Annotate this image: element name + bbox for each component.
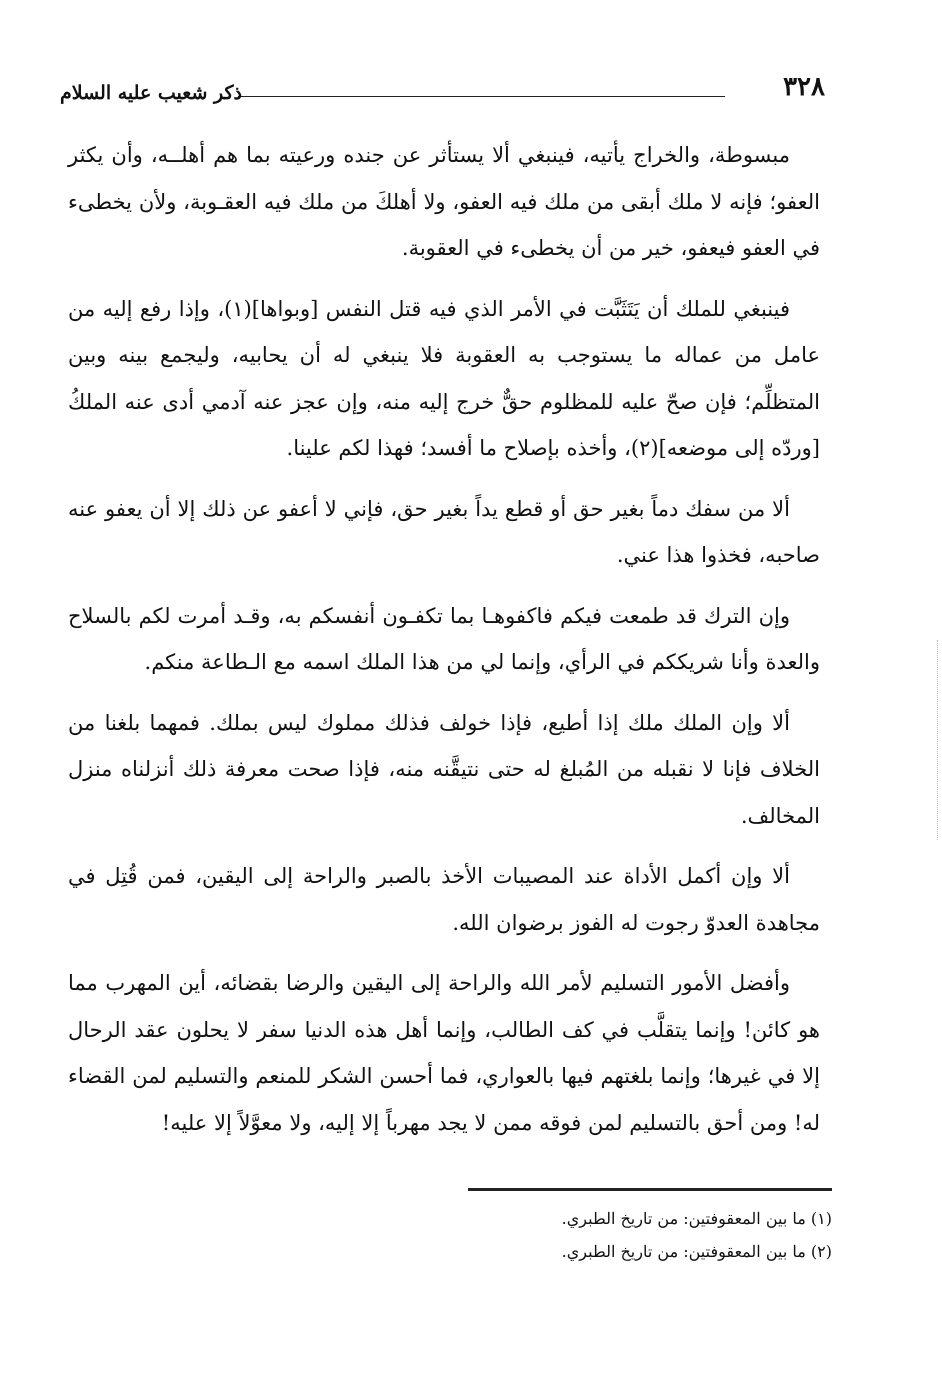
- page-header: [60, 70, 825, 110]
- footnote: (١) ما بين المعقوفتين: من تاريخ الطبري.: [561, 1209, 832, 1228]
- paragraph: مبسوطة، والخراج يأتيه، فينبغي ألا يستأثر عن جنده ورعيته بما هم أهلــه، وأن يكثر العفو؛ فإنه لا ملك أبقى من ملك فيه العفو، ولا أهلكَ من ملك فيه العقـوبة، ولأن يخطىء في العفو فيعفو، خير من أن يخطىء في العقوبة.: [68, 143, 820, 260]
- header-rule: [238, 96, 725, 97]
- body-text: [68, 132, 820, 1160]
- page-number: ٣٢٨: [783, 72, 825, 102]
- scan-edge-mark: [935, 640, 938, 840]
- paragraph: ألا وإن أكمل الأداة عند المصيبات الأخذ بالصبر والراحة إلى اليقين، فمن قُتِل في مجاهدة العدوّ رجوت له الفوز برضوان الله.: [68, 864, 820, 935]
- paragraph: وإن الترك قد طمعت فيكم فاكفوهـا بما تكفـون أنفسكم به، وقـد أمرت لكم بالسلاح والعدة وأنا شريككم في الرأي، وإنما لي من هذا الملك اسمه مع الـطاعة منكم.: [68, 603, 820, 674]
- paragraph: ألا من سفك دماً بغير حق أو قطع يداً بغير حق، فإني لا أعفو عن ذلك إلا أن يعفو عنه صاحبه، فخذوا هذا عني.: [68, 496, 820, 567]
- paragraph: ألا وإن الملك ملك إذا أطيع، فإذا خولف فذلك مملوك ليس بملك. فمهما بلغنا من الخلاف فإنا لا نقبله من المُبلغ له حتى نتيقَّنه منه، فإذا صحت معرفة ذلك أنزلناه منزل المخالف.: [68, 710, 820, 828]
- paragraph: فينبغي للملك أن يَتَثَبَّت في الأمر الذي فيه قتل النفس [وبواها](١)، وإذا رفع إليه من عامل من عماله ما يستوجب به العقوبة فلا ينبغي له أن يحابيه، وليجمع بينه وبين المتظلِّم؛ فإن صحّ عليه للمظلوم حقٌّ خرج إليه منه، وإن عجز عنه آدمي أدى عنه الملكُ [وردّه إلى موضعه](٢)، وأخذه بإصلاح ما أفسد؛ فهذا لكم علينا.: [68, 296, 820, 460]
- footnote-separator: [468, 1188, 832, 1191]
- footnote: (٢) ما بين المعقوفتين: من تاريخ الطبري.: [561, 1242, 832, 1261]
- paragraph: وأفضل الأمور التسليم لأمر الله والراحة إلى اليقين والرضا بقضائه، أين المهرب مما هو كائن! وإنما يتقلَّب في كف الطالب، وإنما أهل هذه الدنيا سفر لا يحلون عقد الرحال إلا في غيرها؛ وإنما بلغتهم فيها بالعواري، فما أحسن الشكر للمنعم والتسليم لمن القضاء له! ومن أحق بالتسليم لمن فوقه ممن لا يجد مهرباً إلا إليه، ولا معوَّلاً إلا عليه!: [68, 971, 820, 1135]
- footnotes: [232, 1202, 832, 1268]
- running-title: ذكر شعيب عليه السلام: [60, 82, 242, 104]
